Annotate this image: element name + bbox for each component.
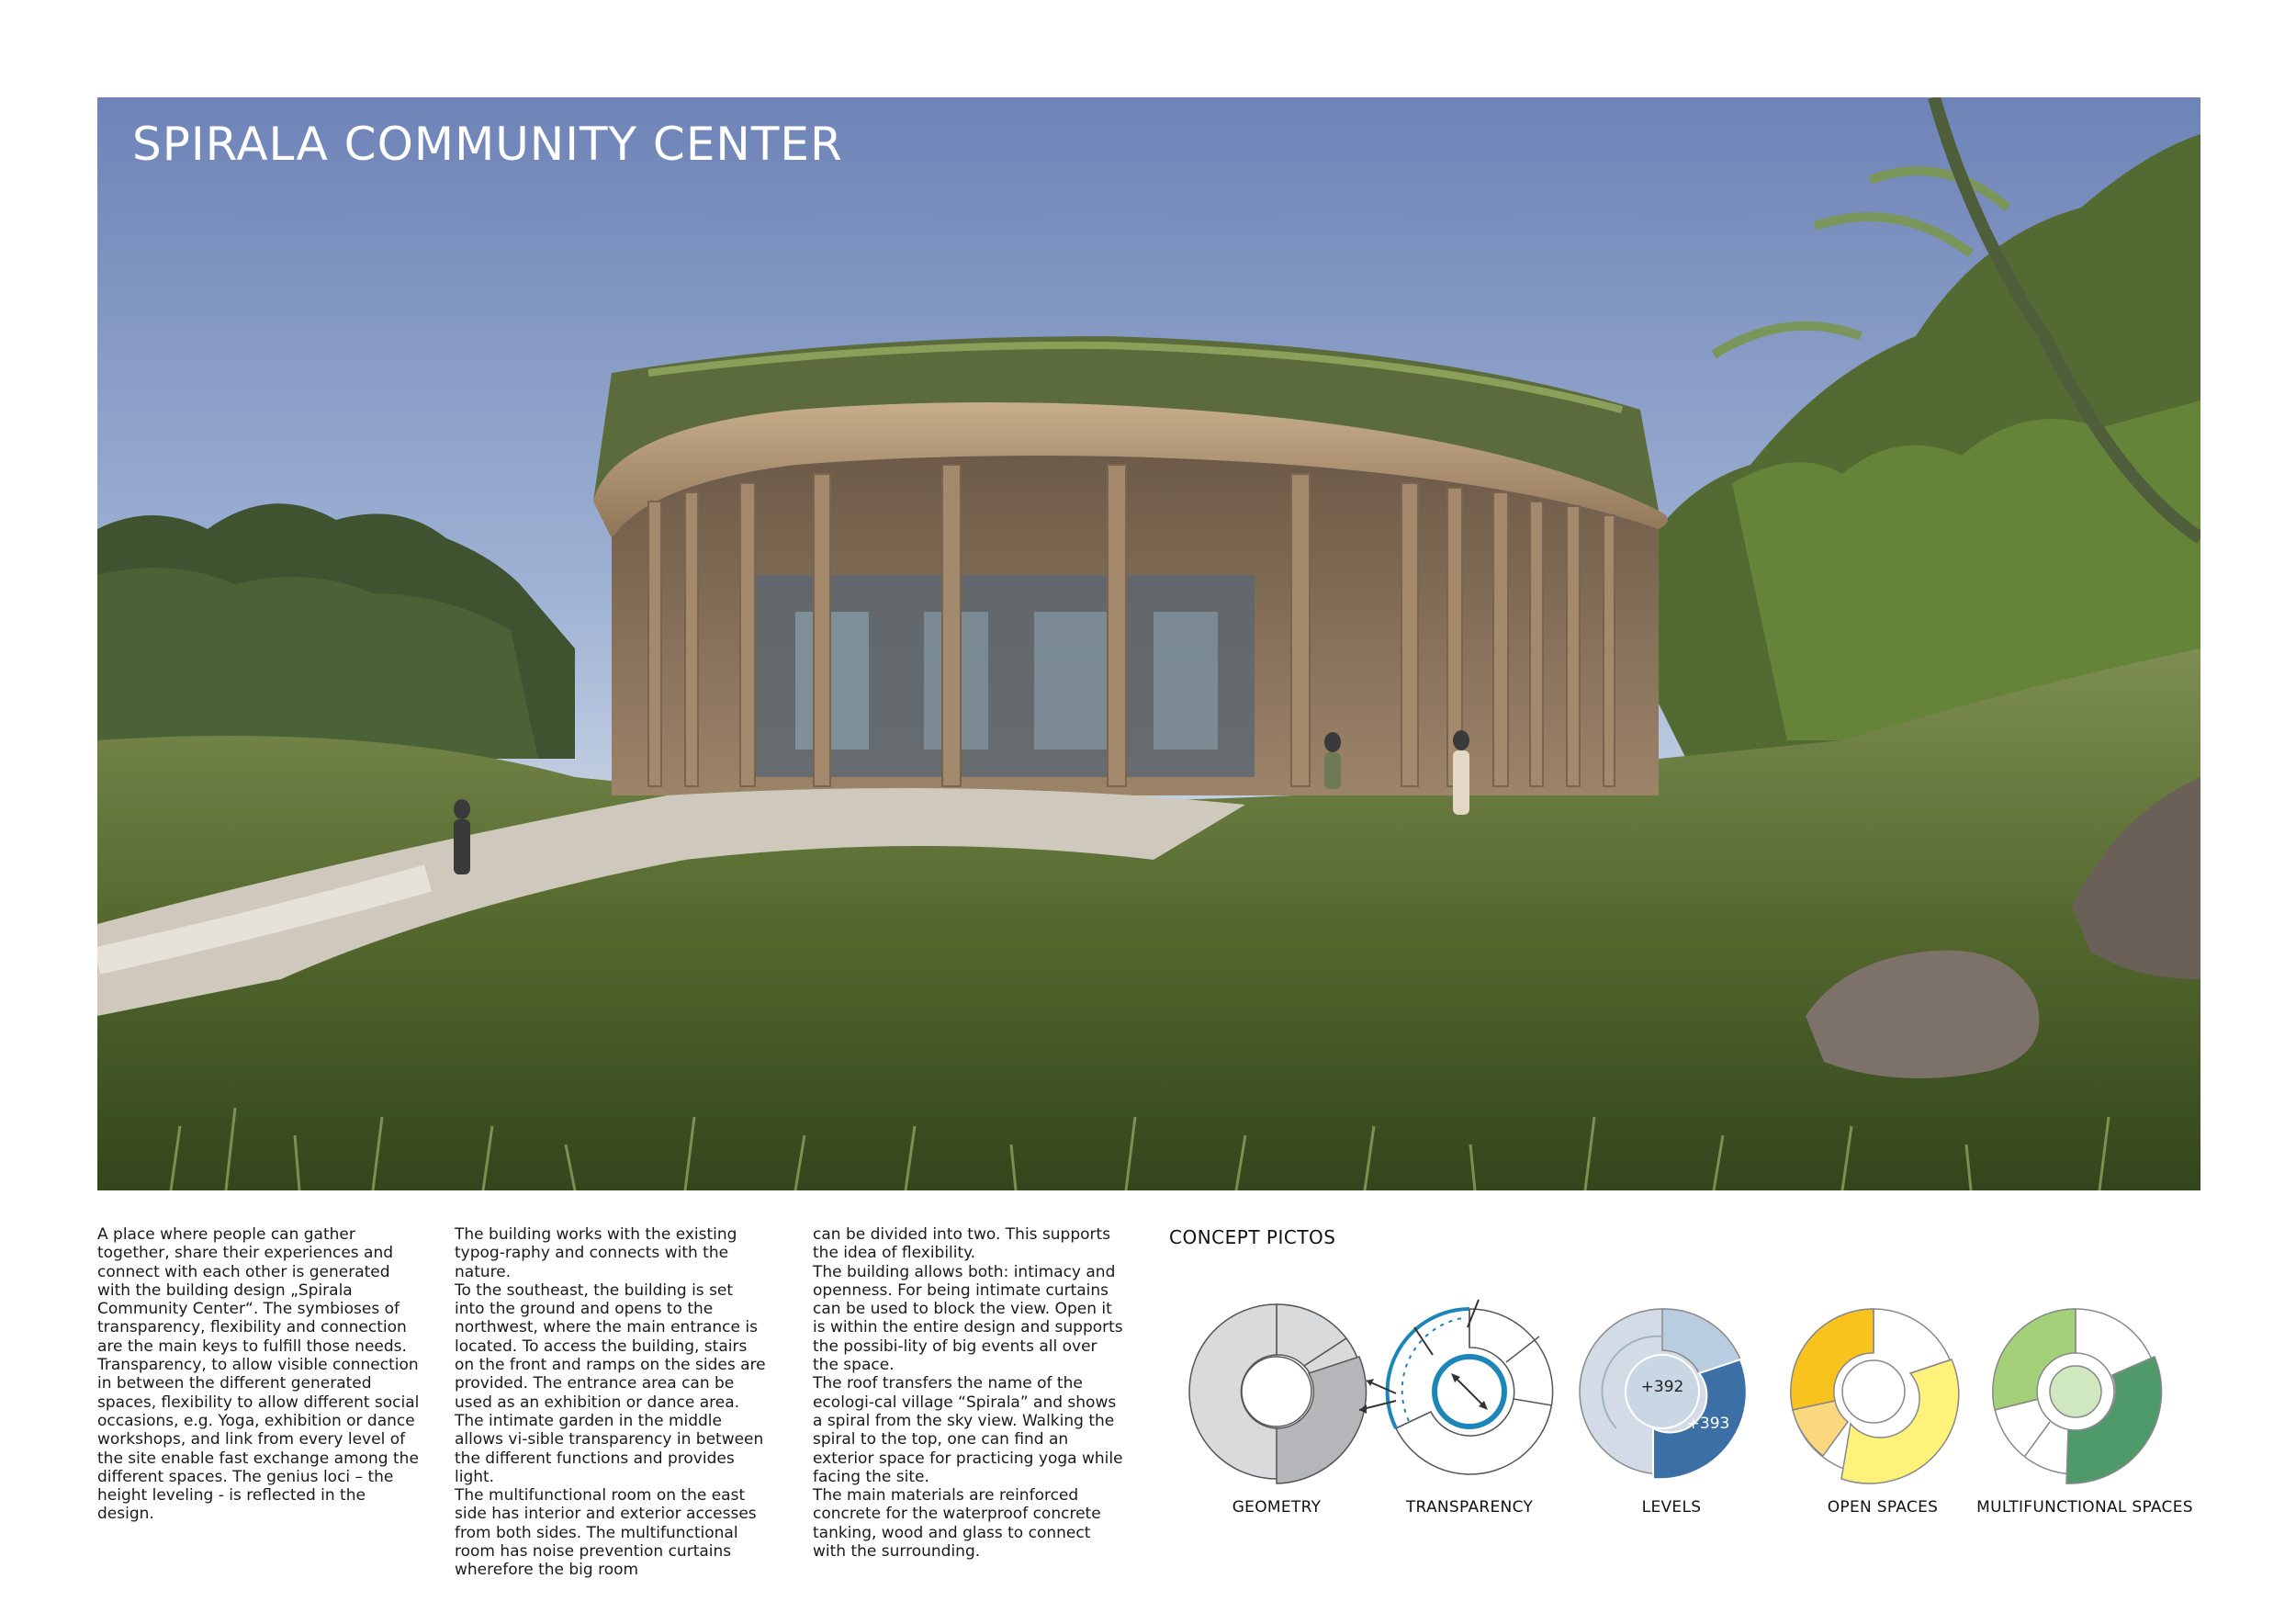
description-column-3: can be divided into two. This supports the idea of flexibility. The building allows both: intimacy and openness. For being intimate curtains can be used to block the view. Open it is within the entire design and supports the possibi-lity of big events all over the space. The roof transfers the name of the ecologi-cal village “Spirala” and shows a spiral from the sky view. Walking the spiral to the top, one can find an exterior space for practicing yoga while facing the site. The main materials are reinforced concrete for the waterproof concrete tanking, wood and glass to connect with the surrounding. [813,1225,1123,1562]
multifunctional-spaces-diagram-icon [1975,1291,2195,1493]
transparency-diagram-icon [1359,1291,1580,1493]
picto-label-open-spaces: OPEN SPACES [1827,1498,1939,1517]
geometry-diagram-icon [1166,1291,1387,1493]
level-high-text: +393 [1686,1415,1730,1433]
description-column-1: A place where people can gather together, share their experiences and connect with each other is generated with the building design „Spirala Community Center“. The symbioses of transparency, flexibility and connection are the main keys to fulfill those needs. Transparency, to allow visible connection in between the different generated spaces, flexibility to allow different social occasions, e.g. Yoga, exhibition or dance workshops, and link from every level of the site enable fast exchange among the different spaces. The genius loci – the height leveling - is reflected in the design. [97,1225,420,1524]
concept-pictos-heading: CONCEPT PICTOS [1169,1226,1336,1248]
description-column-2: The building works with the existing typog-raphy and connects with the nature. To the southeast, the building is set into the ground and opens to the northwest, where the main entrance is located. To access the building, stairs on the front and ramps on the sides are provided. The entrance area can be used as an exhibition or dance area. The intimate garden in the middle allows vi-sible transparency in between the different functions and provides light. The multifunctional room on the east side has interior and exterior accesses from both sides. The multifunctional room has noise prevention curtains wherefore the big room [455,1225,766,1580]
hero-image [97,97,2200,1190]
levels-diagram-icon [1561,1291,1782,1493]
picto-label-geometry: GEOMETRY [1232,1498,1322,1517]
picto-label-transparency: TRANSPARENCY [1405,1498,1534,1517]
hero-rendering [97,97,2200,1190]
level-low-text: +392 [1640,1378,1684,1396]
page-title: SPIRALA COMMUNITY CENTER [132,118,843,171]
open-spaces-diagram-icon [1773,1291,1993,1493]
picto-label-multifunctional-spaces: MULTIFUNCTIONAL SPACES [1976,1498,2193,1517]
picto-multifunctional-spaces [1975,1291,2195,1539]
picto-label-levels: LEVELS [1641,1498,1702,1517]
